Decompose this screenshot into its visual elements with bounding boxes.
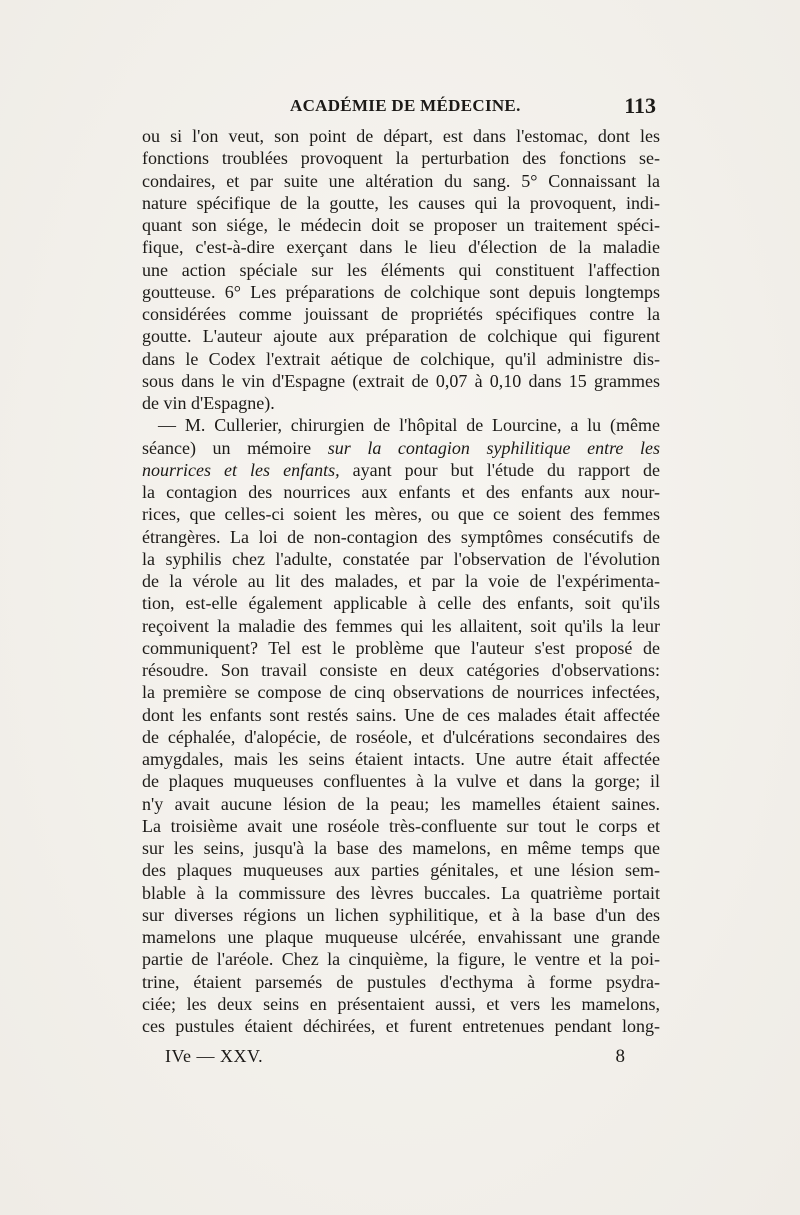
text-run: goutte. L'auteur ajoute aux préparation de colchique qui figurent	[142, 326, 660, 347]
text-line	[142, 659, 660, 681]
text-run: reçoivent la maladie des femmes qui les allaitent, soit qu'ils la leur	[142, 615, 660, 636]
page-footer	[165, 1046, 625, 1072]
text-run: trine, étaient parsemés de pustules d'ecthyma à forme psydra-	[142, 971, 660, 992]
text-run: quant son siége, le médecin doit se proposer un traitement spéci-	[142, 215, 660, 235]
text-line	[142, 414, 660, 436]
text-line	[142, 259, 660, 281]
text-line	[142, 704, 660, 726]
text-line	[142, 904, 660, 926]
text-line	[142, 147, 660, 169]
text-line	[142, 526, 660, 548]
text-run: fique, c'est-à-dire exerçant dans le lieu d'élection de la maladie	[142, 237, 660, 258]
text-line	[142, 570, 660, 592]
text-run: blable à la commissure des lèvres buccales. La quatrième portait	[142, 882, 660, 903]
text-run: sous dans le vin d'Espagne (extrait de 0,07 à 0,10 dans 15 grammes	[142, 370, 660, 391]
text-line	[142, 948, 660, 970]
text-run: sur les seins, jusqu'à la base des mamelons, en même temps que	[142, 838, 660, 858]
text-line	[142, 926, 660, 948]
text-run: ou si l'on veut, son point de départ, est dans l'estomac, dont les	[142, 126, 660, 146]
text-line	[142, 815, 660, 837]
page-header	[280, 93, 656, 122]
text-run: partie de l'aréole. Chez la cinquième, la figure, le ventre et la poi-	[142, 949, 660, 970]
text-run: amygdales, mais les seins étaient intacts. Une autre était affectée	[142, 749, 660, 769]
text-run: fonctions troublées provoquent la perturbation des fonctions se-	[142, 148, 660, 169]
text-line	[142, 370, 660, 392]
text-run: goutteuse. 6° Les préparations de colchique sont depuis longtemps	[142, 281, 660, 302]
text-line	[142, 459, 660, 481]
text-line	[142, 548, 660, 570]
text-line	[142, 214, 660, 236]
text-line	[142, 770, 660, 792]
text-run: de la vérole au lit des malades, et par la voie de l'expérimenta-	[142, 571, 660, 591]
text-run: La troisième avait une roséole très-confluente sur tout le corps et	[142, 815, 660, 836]
text-line	[142, 615, 660, 637]
text-line	[142, 748, 660, 770]
text-run: la contagion des nourrices aux enfants et des enfants aux nour-	[142, 482, 660, 502]
running-head: ACADÉMIE DE MÉDECINE.	[290, 96, 521, 115]
text-run: dont les enfants sont restés sains. Une de ces malades était affectée	[142, 704, 660, 725]
text-line	[142, 592, 660, 614]
text-run: étrangères. La loi de non-contagion des symptômes consécutifs de	[142, 526, 660, 547]
text-line	[142, 170, 660, 192]
text-line	[142, 125, 660, 147]
text-run: de vin d'Espagne).	[142, 393, 275, 413]
text-line	[142, 192, 660, 214]
body-text	[142, 125, 660, 1037]
text-run: la première se compose de cinq observations de nourrices infectées,	[142, 682, 660, 703]
text-run: séance) un mémoire	[142, 437, 328, 458]
text-run: sur diverses régions un lichen syphilitique, et à la base d'un des	[142, 904, 660, 925]
text-run: ces pustules étaient déchirées, et furent entretenues pendant long-	[142, 1016, 660, 1036]
text-line	[142, 971, 660, 993]
text-run: ayant pour but l'étude du rapport de	[339, 459, 660, 480]
text-run: résoudre. Son travail consiste en deux catégories d'observations:	[142, 660, 660, 680]
text-line	[142, 481, 660, 503]
text-run: une action spéciale sur les éléments qui constituent l'affection	[142, 259, 660, 280]
text-line	[142, 681, 660, 703]
text-run: tion, est-elle également applicable à celle des enfants, soit qu'ils	[142, 593, 660, 614]
text-line	[142, 882, 660, 904]
text-run: ciée; les deux seins en présentaient aussi, et vers les mamelons,	[142, 993, 660, 1014]
page-number: 113	[624, 93, 656, 118]
text-run: mamelons une plaque muqueuse ulcérée, envahissant une grande	[142, 927, 660, 947]
text-run: considérées comme jouissant de propriétés spécifiques contre la	[142, 304, 660, 324]
text-run: de plaques muqueuses confluentes à la vulve et dans la gorge; il	[142, 771, 660, 792]
text-line	[142, 637, 660, 659]
text-line	[142, 1015, 660, 1037]
text-line	[142, 726, 660, 748]
printer-signature: IVe — XXV.	[165, 1046, 264, 1066]
text-line	[142, 392, 660, 414]
italic-text: sur la contagion syphilitique entre les	[327, 437, 660, 458]
text-line	[142, 348, 660, 370]
text-line	[142, 503, 660, 525]
text-run: des plaques muqueuses aux parties génitales, et une lésion sem-	[142, 860, 660, 881]
sheet-number: 8	[615, 1046, 625, 1067]
text-run: rices, que celles-ci soient les mères, ou que ce soient des femmes	[142, 504, 660, 525]
text-run: — M. Cullerier, chirurgien de l'hôpital de Lourcine, a lu (même	[158, 415, 660, 436]
text-line	[142, 325, 660, 347]
text-line	[142, 303, 660, 325]
text-line	[142, 793, 660, 815]
text-run: dans le Codex l'extrait aétique de colchique, qu'il administre dis-	[142, 348, 660, 369]
text-run: de céphalée, d'alopécie, de roséole, et d'ulcérations secondaires des	[142, 726, 660, 747]
text-line	[142, 281, 660, 303]
text-line	[142, 859, 660, 881]
text-line	[142, 236, 660, 258]
text-run: nature spécifique de la goutte, les causes qui la provoquent, indi-	[142, 192, 660, 213]
text-line	[142, 837, 660, 859]
italic-text: nourrices et les enfants,	[142, 459, 340, 480]
text-run: communiquent? Tel est le problème que l'auteur s'est proposé de	[142, 637, 660, 658]
text-run: la syphilis chez l'adulte, constatée par l'observation de l'évolution	[142, 548, 660, 569]
text-run: n'y avait aucune lésion de la peau; les mamelles étaient saines.	[142, 793, 660, 814]
text-run: condaires, et par suite une altération du sang. 5° Connaissant la	[142, 170, 660, 191]
text-line	[142, 437, 660, 459]
text-line	[142, 993, 660, 1015]
